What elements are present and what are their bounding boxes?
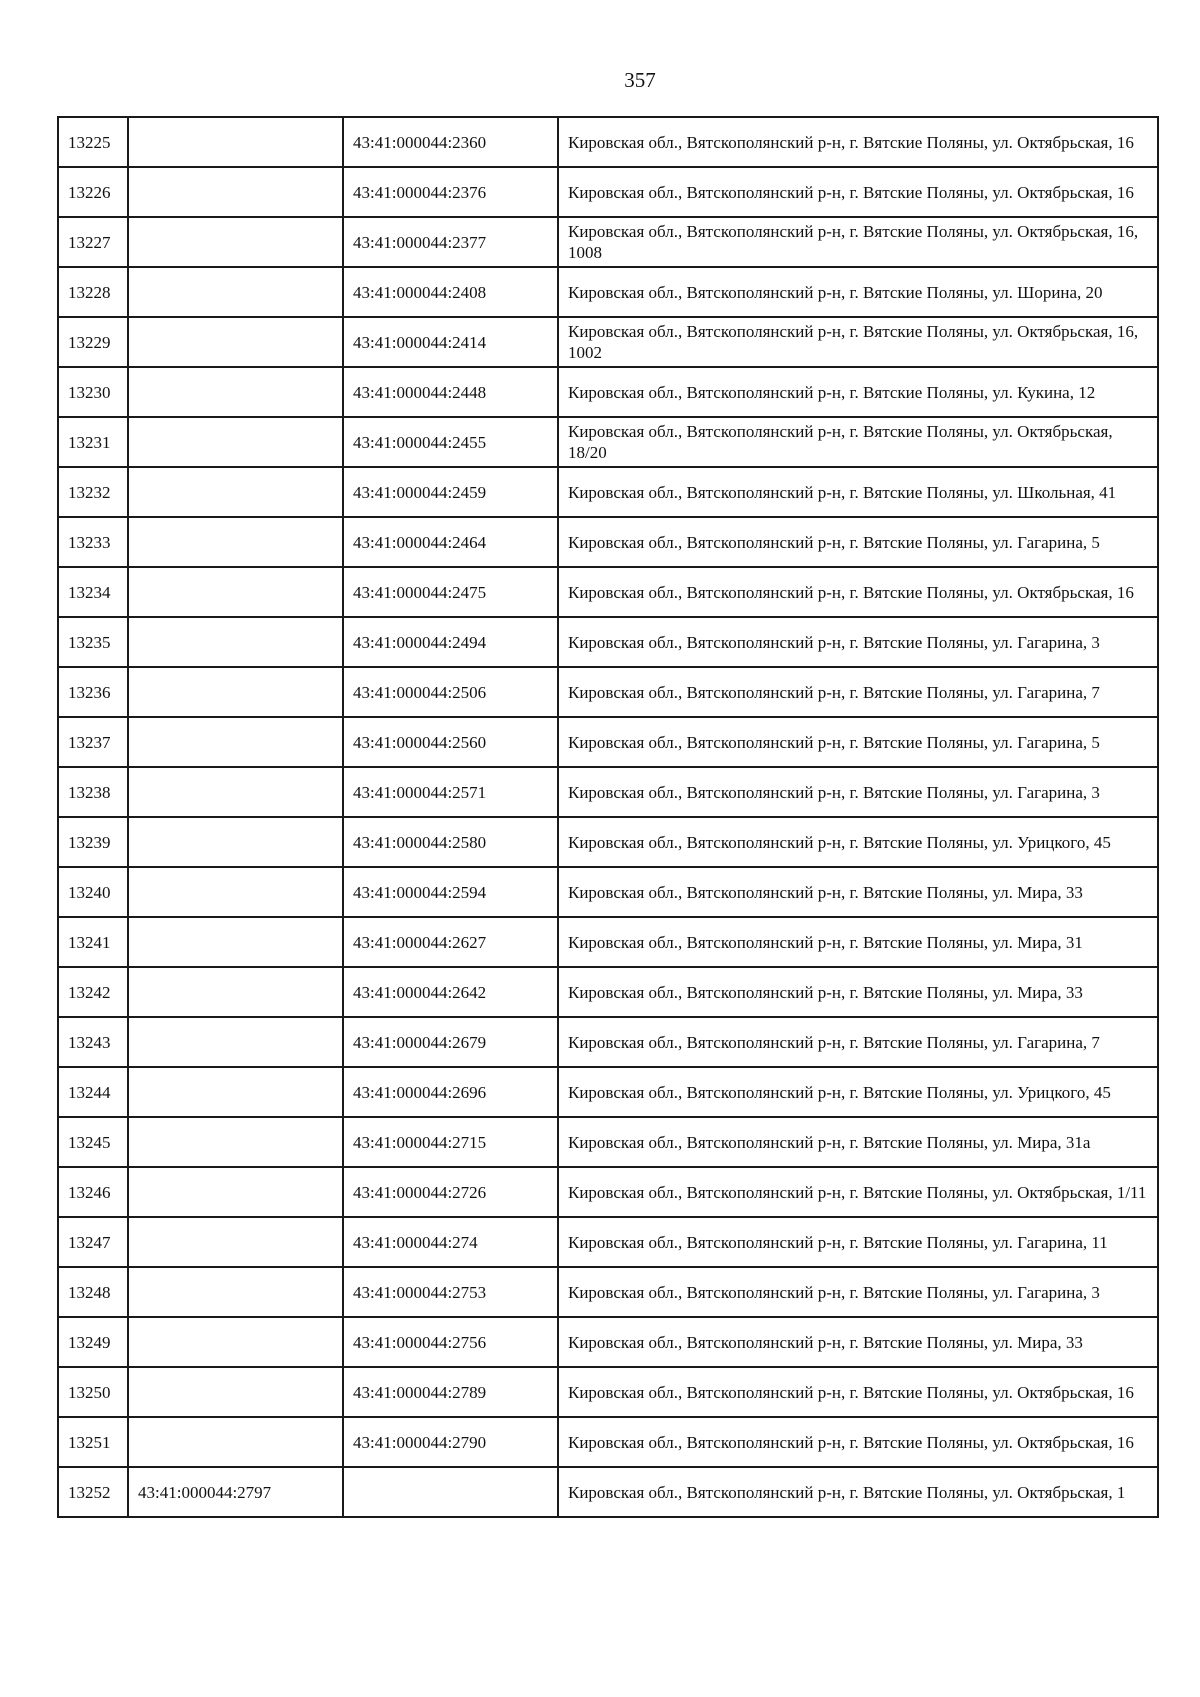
address-cell: Кировская обл., Вятскополянский р-н, г. Вятские Поляны, ул. Гагарина, 3 [558, 617, 1158, 667]
cadastral-number-cell-1 [128, 467, 343, 517]
cadastral-number-cell-1 [128, 967, 343, 1017]
cadastral-number-cell-2: 43:41:000044:2756 [343, 1317, 558, 1367]
table-row [58, 817, 1158, 867]
cadastral-number-cell-2: 43:41:000044:2627 [343, 917, 558, 967]
cadastral-number-cell-1 [128, 167, 343, 217]
table-row [58, 1117, 1158, 1167]
table-row [58, 1017, 1158, 1067]
address-cell: Кировская обл., Вятскополянский р-н, г. Вятские Поляны, ул. Октябрьская, 16, 1008 [558, 217, 1158, 267]
row-number-cell: 13239 [58, 817, 128, 867]
row-number-cell: 13252 [58, 1467, 128, 1517]
table-row [58, 1317, 1158, 1367]
cadastral-number-cell-1 [128, 617, 343, 667]
row-number-cell: 13237 [58, 717, 128, 767]
row-number-cell: 13234 [58, 567, 128, 617]
cadastral-number-cell-2: 43:41:000044:2642 [343, 967, 558, 1017]
address-cell: Кировская обл., Вятскополянский р-н, г. Вятские Поляны, ул. Октябрьская, 16, 1002 [558, 317, 1158, 367]
cadastral-number-cell-1: 43:41:000044:2797 [128, 1467, 343, 1517]
row-number-cell: 13240 [58, 867, 128, 917]
cadastral-number-cell-1 [128, 367, 343, 417]
table-row [58, 917, 1158, 967]
cadastral-number-cell-2: 43:41:000044:2726 [343, 1167, 558, 1217]
table-row [58, 717, 1158, 767]
table-row [58, 867, 1158, 917]
table-row [58, 217, 1158, 267]
cadastral-number-cell-2: 43:41:000044:2753 [343, 1267, 558, 1317]
cadastral-number-cell-2: 43:41:000044:2696 [343, 1067, 558, 1117]
table-row [58, 767, 1158, 817]
table-row [58, 167, 1158, 217]
row-number-cell: 13231 [58, 417, 128, 467]
table-row [58, 1167, 1158, 1217]
cadastral-number-cell-1 [128, 517, 343, 567]
address-cell: Кировская обл., Вятскополянский р-н, г. Вятские Поляны, ул. Октябрьская, 18/20 [558, 417, 1158, 467]
cadastral-number-cell-2: 43:41:000044:2571 [343, 767, 558, 817]
table-row [58, 1217, 1158, 1267]
row-number-cell: 13247 [58, 1217, 128, 1267]
row-number-cell: 13225 [58, 117, 128, 167]
address-cell: Кировская обл., Вятскополянский р-н, г. Вятские Поляны, ул. Мира, 33 [558, 967, 1158, 1017]
address-cell: Кировская обл., Вятскополянский р-н, г. Вятские Поляны, ул. Гагарина, 3 [558, 1267, 1158, 1317]
cadastral-number-cell-1 [128, 217, 343, 267]
cadastral-number-cell-2: 43:41:000044:2448 [343, 367, 558, 417]
row-number-cell: 13238 [58, 767, 128, 817]
row-number-cell: 13248 [58, 1267, 128, 1317]
row-number-cell: 13229 [58, 317, 128, 367]
table-row [58, 667, 1158, 717]
cadastral-number-cell-1 [128, 767, 343, 817]
table-row [58, 467, 1158, 517]
cadastral-number-cell-1 [128, 867, 343, 917]
cadastral-number-cell-1 [128, 317, 343, 367]
row-number-cell: 13245 [58, 1117, 128, 1167]
cadastral-number-cell-1 [128, 267, 343, 317]
address-cell: Кировская обл., Вятскополянский р-н, г. Вятские Поляны, ул. Гагарина, 5 [558, 717, 1158, 767]
table-row [58, 517, 1158, 567]
cadastral-number-cell-2: 43:41:000044:2408 [343, 267, 558, 317]
cadastral-number-cell-2: 43:41:000044:2594 [343, 867, 558, 917]
page-number: 357 [624, 68, 656, 92]
row-number-cell: 13249 [58, 1317, 128, 1367]
cadastral-number-cell-1 [128, 117, 343, 167]
cadastral-number-cell-2: 43:41:000044:2459 [343, 467, 558, 517]
registry-table [57, 116, 1159, 1518]
address-cell: Кировская обл., Вятскополянский р-н, г. Вятские Поляны, ул. Урицкого, 45 [558, 817, 1158, 867]
row-number-cell: 13228 [58, 267, 128, 317]
cadastral-number-cell-2: 43:41:000044:2464 [343, 517, 558, 567]
cadastral-number-cell-1 [128, 1267, 343, 1317]
cadastral-number-cell-2: 43:41:000044:2506 [343, 667, 558, 717]
cadastral-number-cell-2: 43:41:000044:2455 [343, 417, 558, 467]
cadastral-number-cell-1 [128, 917, 343, 967]
address-cell: Кировская обл., Вятскополянский р-н, г. Вятские Поляны, ул. Октябрьская, 1 [558, 1467, 1158, 1517]
address-cell: Кировская обл., Вятскополянский р-н, г. Вятские Поляны, ул. Кукина, 12 [558, 367, 1158, 417]
row-number-cell: 13243 [58, 1017, 128, 1067]
row-number-cell: 13246 [58, 1167, 128, 1217]
row-number-cell: 13242 [58, 967, 128, 1017]
table-row [58, 267, 1158, 317]
address-cell: Кировская обл., Вятскополянский р-н, г. Вятские Поляны, ул. Октябрьская, 1/11 [558, 1167, 1158, 1217]
cadastral-number-cell-2: 43:41:000044:2360 [343, 117, 558, 167]
cadastral-number-cell-2: 43:41:000044:2377 [343, 217, 558, 267]
table-row [58, 567, 1158, 617]
address-cell: Кировская обл., Вятскополянский р-н, г. Вятские Поляны, ул. Гагарина, 11 [558, 1217, 1158, 1267]
row-number-cell: 13236 [58, 667, 128, 717]
cadastral-number-cell-1 [128, 417, 343, 467]
cadastral-number-cell-2: 43:41:000044:2679 [343, 1017, 558, 1067]
row-number-cell: 13250 [58, 1367, 128, 1417]
cadastral-number-cell-1 [128, 1367, 343, 1417]
cadastral-number-cell-2: 43:41:000044:2376 [343, 167, 558, 217]
address-cell: Кировская обл., Вятскополянский р-н, г. Вятские Поляны, ул. Шорина, 20 [558, 267, 1158, 317]
table-row [58, 617, 1158, 667]
registry-table-body [58, 117, 1158, 1517]
cadastral-number-cell-1 [128, 1067, 343, 1117]
cadastral-number-cell-1 [128, 1217, 343, 1267]
row-number-cell: 13232 [58, 467, 128, 517]
cadastral-number-cell-2: 43:41:000044:2494 [343, 617, 558, 667]
address-cell: Кировская обл., Вятскополянский р-н, г. Вятские Поляны, ул. Гагарина, 7 [558, 667, 1158, 717]
cadastral-number-cell-1 [128, 1117, 343, 1167]
table-row [58, 1067, 1158, 1117]
table-row [58, 317, 1158, 367]
address-cell: Кировская обл., Вятскополянский р-н, г. Вятские Поляны, ул. Мира, 31а [558, 1117, 1158, 1167]
cadastral-number-cell-2: 43:41:000044:2789 [343, 1367, 558, 1417]
cadastral-number-cell-1 [128, 1417, 343, 1467]
row-number-cell: 13233 [58, 517, 128, 567]
address-cell: Кировская обл., Вятскополянский р-н, г. Вятские Поляны, ул. Октябрьская, 16 [558, 167, 1158, 217]
row-number-cell: 13251 [58, 1417, 128, 1467]
row-number-cell: 13230 [58, 367, 128, 417]
cadastral-number-cell-2: 43:41:000044:2715 [343, 1117, 558, 1167]
row-number-cell: 13235 [58, 617, 128, 667]
cadastral-number-cell-2: 43:41:000044:2580 [343, 817, 558, 867]
cadastral-number-cell-2: 43:41:000044:2414 [343, 317, 558, 367]
cadastral-number-cell-1 [128, 717, 343, 767]
address-cell: Кировская обл., Вятскополянский р-н, г. Вятские Поляны, ул. Гагарина, 3 [558, 767, 1158, 817]
address-cell: Кировская обл., Вятскополянский р-н, г. Вятские Поляны, ул. Мира, 33 [558, 1317, 1158, 1367]
address-cell: Кировская обл., Вятскополянский р-н, г. Вятские Поляны, ул. Гагарина, 5 [558, 517, 1158, 567]
address-cell: Кировская обл., Вятскополянский р-н, г. Вятские Поляны, ул. Октябрьская, 16 [558, 1367, 1158, 1417]
cadastral-number-cell-1 [128, 667, 343, 717]
table-row [58, 417, 1158, 467]
cadastral-number-cell-2: 43:41:000044:2475 [343, 567, 558, 617]
address-cell: Кировская обл., Вятскополянский р-н, г. Вятские Поляны, ул. Октябрьская, 16 [558, 117, 1158, 167]
cadastral-number-cell-1 [128, 1317, 343, 1367]
address-cell: Кировская обл., Вятскополянский р-н, г. Вятские Поляны, ул. Школьная, 41 [558, 467, 1158, 517]
table-row [58, 1417, 1158, 1467]
cadastral-number-cell-2: 43:41:000044:2790 [343, 1417, 558, 1467]
cadastral-number-cell-1 [128, 1017, 343, 1067]
table-row [58, 367, 1158, 417]
table-row [58, 1367, 1158, 1417]
address-cell: Кировская обл., Вятскополянский р-н, г. Вятские Поляны, ул. Мира, 33 [558, 867, 1158, 917]
table-row [58, 967, 1158, 1017]
address-cell: Кировская обл., Вятскополянский р-н, г. Вятские Поляны, ул. Октябрьская, 16 [558, 567, 1158, 617]
cadastral-number-cell-2: 43:41:000044:274 [343, 1217, 558, 1267]
cadastral-number-cell-2 [343, 1467, 558, 1517]
cadastral-number-cell-1 [128, 817, 343, 867]
row-number-cell: 13244 [58, 1067, 128, 1117]
cadastral-number-cell-2: 43:41:000044:2560 [343, 717, 558, 767]
address-cell: Кировская обл., Вятскополянский р-н, г. Вятские Поляны, ул. Урицкого, 45 [558, 1067, 1158, 1117]
address-cell: Кировская обл., Вятскополянский р-н, г. Вятские Поляны, ул. Гагарина, 7 [558, 1017, 1158, 1067]
cadastral-number-cell-1 [128, 1167, 343, 1217]
address-cell: Кировская обл., Вятскополянский р-н, г. Вятские Поляны, ул. Мира, 31 [558, 917, 1158, 967]
table-row [58, 117, 1158, 167]
address-cell: Кировская обл., Вятскополянский р-н, г. Вятские Поляны, ул. Октябрьская, 16 [558, 1417, 1158, 1467]
table-row [58, 1467, 1158, 1517]
table-row [58, 1267, 1158, 1317]
row-number-cell: 13226 [58, 167, 128, 217]
row-number-cell: 13241 [58, 917, 128, 967]
cadastral-number-cell-1 [128, 567, 343, 617]
row-number-cell: 13227 [58, 217, 128, 267]
